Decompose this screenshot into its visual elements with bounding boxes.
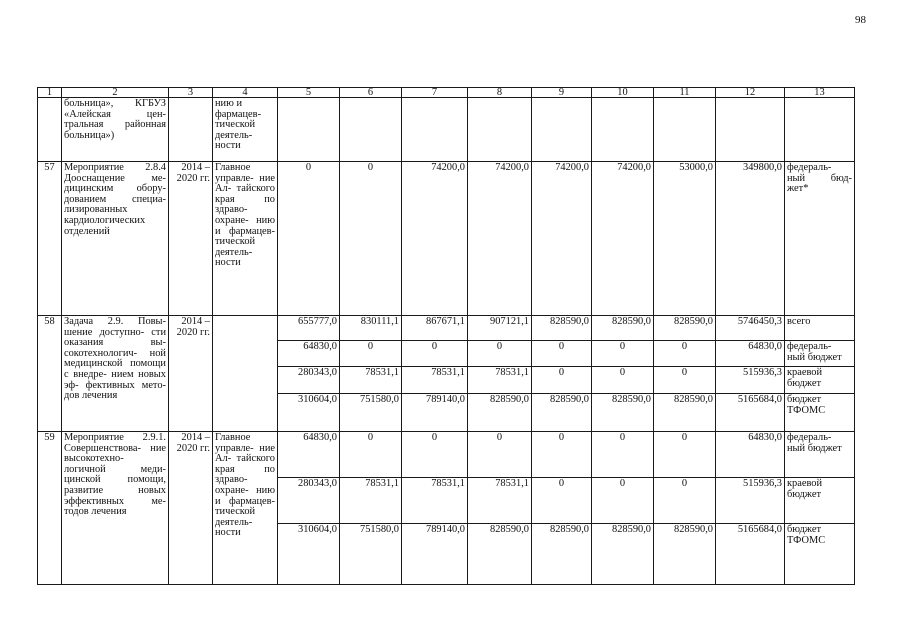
- column-number: 1: [38, 88, 62, 98]
- executor-cell-empty: [213, 316, 278, 432]
- measure-name-cell: Задача 2.9. Повы- шение доступно- сти оказания вы- сокотехнологич- ной медицинской помощи с внедре- нием новых эф- фективных мето- дов лечения: [62, 316, 169, 432]
- page-number: 98: [855, 14, 866, 26]
- funding-source-cell: федераль- ный бюд- жет*: [785, 162, 855, 316]
- value-cell: 828590,0: [532, 394, 592, 432]
- value-cell: 64830,0: [716, 341, 785, 367]
- value-cell: 0: [654, 432, 716, 478]
- value-cell: 74200,0: [592, 162, 654, 316]
- value-cell: 655777,0: [278, 316, 340, 341]
- period-cell: 2014 – 2020 гг.: [169, 316, 213, 432]
- value-cell: 53000,0: [654, 162, 716, 316]
- column-number: 4: [213, 88, 278, 98]
- value-cell: 0: [654, 367, 716, 394]
- measure-name-cell: Мероприятие 2.9.1. Совершенствова- ние высокотехно- логичной меди- цинской помощи, развитие новых эффективных ме- тодов лечения: [62, 432, 169, 585]
- column-number: 8: [468, 88, 532, 98]
- value-cell: 0: [468, 432, 532, 478]
- value-cell: 0: [532, 432, 592, 478]
- value-cell: 751580,0: [340, 524, 402, 585]
- value-cell: 0: [654, 478, 716, 524]
- column-number: 2: [62, 88, 169, 98]
- value-cell: 828590,0: [592, 524, 654, 585]
- value-cell: 74200,0: [468, 162, 532, 316]
- value-cell: 78531,1: [402, 367, 468, 394]
- value-cell: 0: [592, 367, 654, 394]
- value-cell: 828590,0: [654, 394, 716, 432]
- budget-table: [37, 87, 855, 585]
- value-cell: 280343,0: [278, 478, 340, 524]
- funding-source-cell: краевой бюджет: [785, 478, 855, 524]
- column-number: 5: [278, 88, 340, 98]
- value-cell: 64830,0: [278, 432, 340, 478]
- value-cell: 0: [592, 478, 654, 524]
- value-cell: 78531,1: [340, 478, 402, 524]
- value-cell: 310604,0: [278, 524, 340, 585]
- table-row-57: [38, 162, 855, 316]
- value-cell: 64830,0: [716, 432, 785, 478]
- value-cell: 0: [340, 341, 402, 367]
- executor-cell: Главное управле- ние Ал- тайского края по здраво- охране- нию и фармацев- тической деятель- ности: [213, 162, 278, 316]
- column-number: 7: [402, 88, 468, 98]
- value-cell: 828590,0: [654, 316, 716, 341]
- measure-name-cell: Мероприятие 2.8.4 Дооснащение ме- дицинским обору- дованием специа- лизированных кардиологических отделений: [62, 162, 169, 316]
- column-number: 9: [532, 88, 592, 98]
- value-cell: 0: [340, 432, 402, 478]
- value-cell: 5746450,3: [716, 316, 785, 341]
- funding-source-cell: краевой бюджет: [785, 367, 855, 394]
- value-cell: 5165684,0: [716, 394, 785, 432]
- funding-source-cell: бюджет ТФОМС: [785, 524, 855, 585]
- row-number-cell: 58: [38, 316, 62, 432]
- value-cell: 280343,0: [278, 367, 340, 394]
- value-cell: 0: [532, 478, 592, 524]
- value-cell: 828590,0: [654, 524, 716, 585]
- funding-source-cell: всего: [785, 316, 855, 341]
- executor-cell: Главное управле- ние Ал- тайского края по здраво- охране- нию и фармацев- тической деятель- ности: [213, 432, 278, 585]
- value-cell: 828590,0: [532, 524, 592, 585]
- value-cell: 0: [592, 341, 654, 367]
- value-cell: 830111,1: [340, 316, 402, 341]
- value-cell: 828590,0: [468, 524, 532, 585]
- value-cell: 0: [654, 341, 716, 367]
- column-number: 6: [340, 88, 402, 98]
- value-cell: 0: [278, 162, 340, 316]
- value-cell: 751580,0: [340, 394, 402, 432]
- column-number: 13: [785, 88, 855, 98]
- measure-name-cell: больница», КГБУЗ «Алейская цен- тральная районная больница»): [62, 98, 169, 162]
- column-number: 11: [654, 88, 716, 98]
- value-cell: 0: [532, 341, 592, 367]
- value-cell: 0: [340, 162, 402, 316]
- value-cell: 828590,0: [532, 316, 592, 341]
- value-cell: 867671,1: [402, 316, 468, 341]
- value-cell: 0: [402, 341, 468, 367]
- value-cell: 64830,0: [278, 341, 340, 367]
- executor-cell: нию и фармацев- тической деятель- ности: [213, 98, 278, 162]
- column-number: 10: [592, 88, 654, 98]
- period-cell: 2014 – 2020 гг.: [169, 432, 213, 585]
- value-cell: 0: [468, 341, 532, 367]
- funding-source-cell: бюджет ТФОМС: [785, 394, 855, 432]
- column-number: 3: [169, 88, 213, 98]
- period-cell: 2014 – 2020 гг.: [169, 162, 213, 316]
- column-number: 12: [716, 88, 785, 98]
- value-cell: 828590,0: [468, 394, 532, 432]
- value-cell: 78531,1: [468, 478, 532, 524]
- value-cell: 0: [592, 432, 654, 478]
- funding-source-cell: федераль- ный бюджет: [785, 341, 855, 367]
- value-cell: 0: [402, 432, 468, 478]
- value-cell: 5165684,0: [716, 524, 785, 585]
- row-number-cell: 57: [38, 162, 62, 316]
- value-cell: 0: [532, 367, 592, 394]
- value-cell: 74200,0: [532, 162, 592, 316]
- funding-source-cell: федераль- ный бюджет: [785, 432, 855, 478]
- table-row-59: [38, 432, 855, 478]
- value-cell: 78531,1: [468, 367, 532, 394]
- value-cell: 515936,3: [716, 478, 785, 524]
- row-number-cell: 59: [38, 432, 62, 585]
- table-header-row: [38, 88, 855, 98]
- value-cell: 74200,0: [402, 162, 468, 316]
- value-cell: 310604,0: [278, 394, 340, 432]
- table-row-58: [38, 316, 855, 341]
- value-cell: 828590,0: [592, 316, 654, 341]
- value-cell: 78531,1: [402, 478, 468, 524]
- value-cell: 789140,0: [402, 524, 468, 585]
- value-cell: 515936,3: [716, 367, 785, 394]
- value-cell: 349800,0: [716, 162, 785, 316]
- value-cell: 789140,0: [402, 394, 468, 432]
- table-row-continuation: [38, 98, 855, 162]
- value-cell: 828590,0: [592, 394, 654, 432]
- value-cell: 907121,1: [468, 316, 532, 341]
- value-cell: 78531,1: [340, 367, 402, 394]
